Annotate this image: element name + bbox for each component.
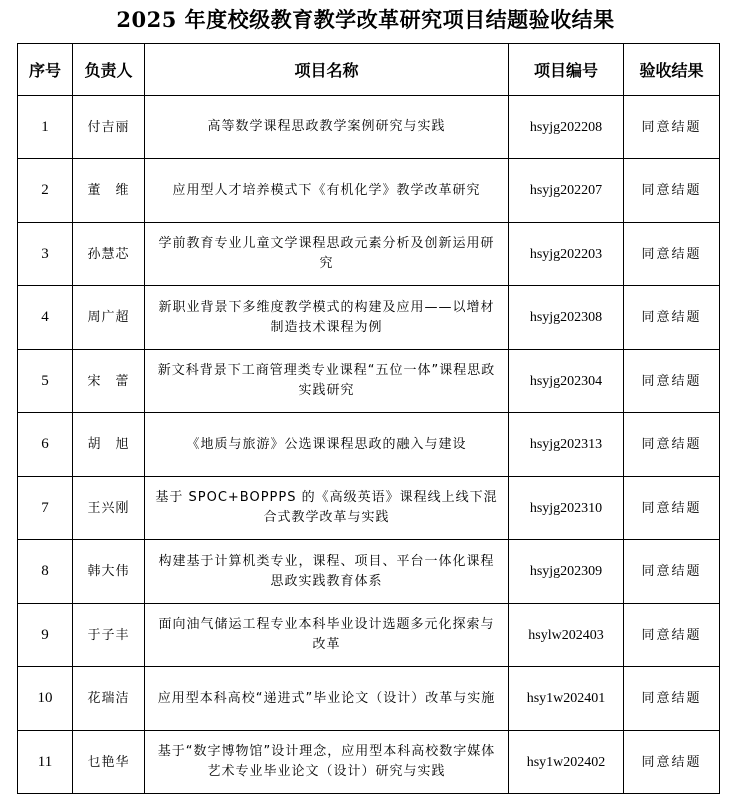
table-row — [18, 667, 720, 731]
row-number: 8 — [18, 540, 73, 604]
row-leader: 孙慧芯 — [73, 223, 145, 286]
row-project-code: hsylw202403 — [509, 604, 624, 667]
header-project-code: 项目编号 — [509, 44, 624, 96]
table-row — [18, 350, 720, 413]
row-project-code: hsy1w202401 — [509, 667, 624, 731]
row-project-name: 高等数学课程思政教学案例研究与实践 — [145, 96, 509, 159]
row-project-name: 应用型人才培养模式下《有机化学》教学改革研究 — [145, 159, 509, 223]
row-project-name: 新文科背景下工商管理类专业课程“五位一体”课程思政实践研究 — [145, 350, 509, 413]
row-number: 11 — [18, 731, 73, 794]
row-leader: 花瑞洁 — [73, 667, 145, 731]
row-number: 3 — [18, 223, 73, 286]
table-header-row — [18, 44, 720, 96]
row-result: 同意结题 — [624, 413, 720, 477]
row-project-name: 构建基于计算机类专业，课程、项目、平台一体化课程思政实践教育体系 — [145, 540, 509, 604]
row-number: 5 — [18, 350, 73, 413]
row-project-name: 基于“数字博物馆”设计理念，应用型本科高校数字媒体艺术专业毕业论文（设计）研究与实践 — [145, 731, 509, 794]
row-result: 同意结题 — [624, 350, 720, 413]
row-result: 同意结题 — [624, 540, 720, 604]
row-leader: 胡 旭 — [73, 413, 145, 477]
row-project-name: 面向油气储运工程专业本科毕业设计选题多元化探索与改革 — [145, 604, 509, 667]
header-result: 验收结果 — [624, 44, 720, 96]
row-project-code: hsyjg202207 — [509, 159, 624, 223]
row-project-code: hsyjg202304 — [509, 350, 624, 413]
row-project-name: 《地质与旅游》公选课课程思政的融入与建设 — [145, 413, 509, 477]
row-leader: 乜艳华 — [73, 731, 145, 794]
row-project-name: 应用型本科高校“递进式”毕业论文（设计）改革与实施 — [145, 667, 509, 731]
page-title: 2025 年度校级教育教学改革研究项目结题验收结果 — [116, 7, 615, 32]
row-result: 同意结题 — [624, 96, 720, 159]
row-number: 2 — [18, 159, 73, 223]
row-number: 10 — [18, 667, 73, 731]
row-leader: 宋 蕾 — [73, 350, 145, 413]
row-project-code: hsyjg202310 — [509, 477, 624, 540]
row-leader: 韩大伟 — [73, 540, 145, 604]
row-number: 7 — [18, 477, 73, 540]
row-number: 1 — [18, 96, 73, 159]
row-project-code: hsy1w202402 — [509, 731, 624, 794]
row-project-code: hsyjg202309 — [509, 540, 624, 604]
row-project-name: 基于 SPOC+BOPPPS 的《高级英语》课程线上线下混合式教学改革与实践 — [145, 477, 509, 540]
header-no: 序号 — [18, 44, 73, 96]
row-project-code: hsyjg202308 — [509, 286, 624, 350]
table-row — [18, 159, 720, 223]
row-number: 6 — [18, 413, 73, 477]
table-row — [18, 731, 720, 794]
row-leader: 于子丰 — [73, 604, 145, 667]
row-leader: 王兴刚 — [73, 477, 145, 540]
row-result: 同意结题 — [624, 731, 720, 794]
table-row — [18, 540, 720, 604]
table-row — [18, 96, 720, 159]
row-leader: 周广超 — [73, 286, 145, 350]
table-row — [18, 223, 720, 286]
header-leader: 负责人 — [73, 44, 145, 96]
table-row — [18, 286, 720, 350]
row-project-name: 新职业背景下多维度教学模式的构建及应用——以增材制造技术课程为例 — [145, 286, 509, 350]
results-table — [17, 43, 720, 794]
table-row — [18, 477, 720, 540]
row-number: 9 — [18, 604, 73, 667]
row-result: 同意结题 — [624, 477, 720, 540]
row-project-name: 学前教育专业儿童文学课程思政元素分析及创新运用研究 — [145, 223, 509, 286]
row-leader: 董 维 — [73, 159, 145, 223]
row-project-code: hsyjg202313 — [509, 413, 624, 477]
row-project-code: hsyjg202203 — [509, 223, 624, 286]
table-row — [18, 604, 720, 667]
row-result: 同意结题 — [624, 604, 720, 667]
table-row — [18, 413, 720, 477]
row-leader: 付吉丽 — [73, 96, 145, 159]
row-number: 4 — [18, 286, 73, 350]
row-result: 同意结题 — [624, 223, 720, 286]
row-project-code: hsyjg202208 — [509, 96, 624, 159]
row-result: 同意结题 — [624, 667, 720, 731]
header-project-name: 项目名称 — [145, 44, 509, 96]
row-result: 同意结题 — [624, 286, 720, 350]
row-result: 同意结题 — [624, 159, 720, 223]
